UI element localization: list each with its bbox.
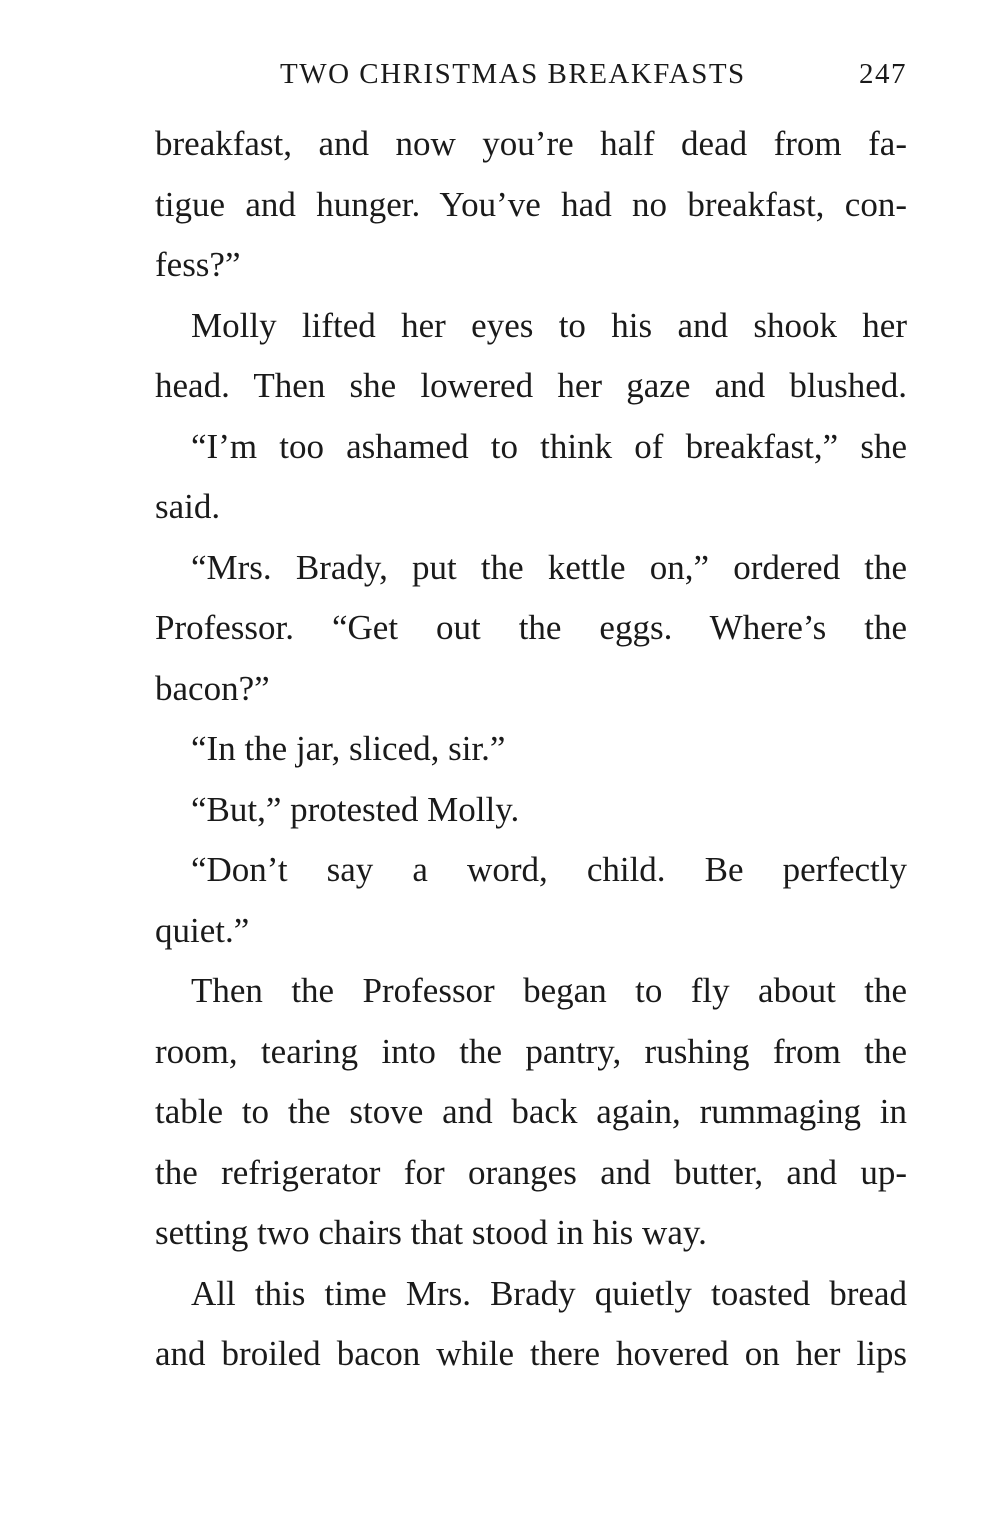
text-line: “But,” protested Molly. — [191, 789, 520, 829]
text-line: quiet.” — [155, 910, 250, 950]
text-line: breakfast, and now you’re half dead from fa- — [155, 124, 907, 163]
text-line: Molly lifted her eyes to his and shook her — [191, 305, 907, 345]
text-line: Then the Professor began to fly about the — [191, 971, 907, 1010]
text-line: All this time Mrs. Brady quietly toasted bread — [191, 1273, 907, 1313]
text-line: said. — [155, 487, 221, 526]
text-line: bacon?” — [155, 668, 270, 708]
text-line: setting two chairs that stood in his way. — [155, 1213, 707, 1252]
text-line: table to the stove and back again, rummaging in — [155, 1092, 907, 1131]
page-number: 247 — [859, 58, 907, 90]
text-line: Professor. “Get out the eggs. Where’s the — [155, 608, 907, 647]
text-line: room, tearing into the pantry, rushing from the — [155, 1031, 907, 1071]
text-line: the refrigerator for oranges and butter, and up- — [155, 1152, 907, 1192]
text-line: “Mrs. Brady, put the kettle on,” ordered the — [191, 547, 907, 587]
text-line: head. Then she lowered her gaze and blushed. — [155, 366, 907, 405]
running-head — [155, 58, 907, 102]
text-line: “I’m too ashamed to think of breakfast,” she — [191, 426, 907, 466]
text-line: “Don’t say a word, child. Be perfectly — [191, 850, 907, 889]
text-line: “In the jar, sliced, sir.” — [191, 729, 506, 768]
text-line: and broiled bacon while there hovered on her lips — [155, 1334, 907, 1373]
text-line: fess?” — [155, 245, 241, 284]
text-line: tigue and hunger. You’ve had no breakfast, con- — [155, 184, 907, 224]
body-text — [155, 114, 907, 1385]
running-title: TWO CHRISTMAS BREAKFASTS — [280, 58, 746, 90]
